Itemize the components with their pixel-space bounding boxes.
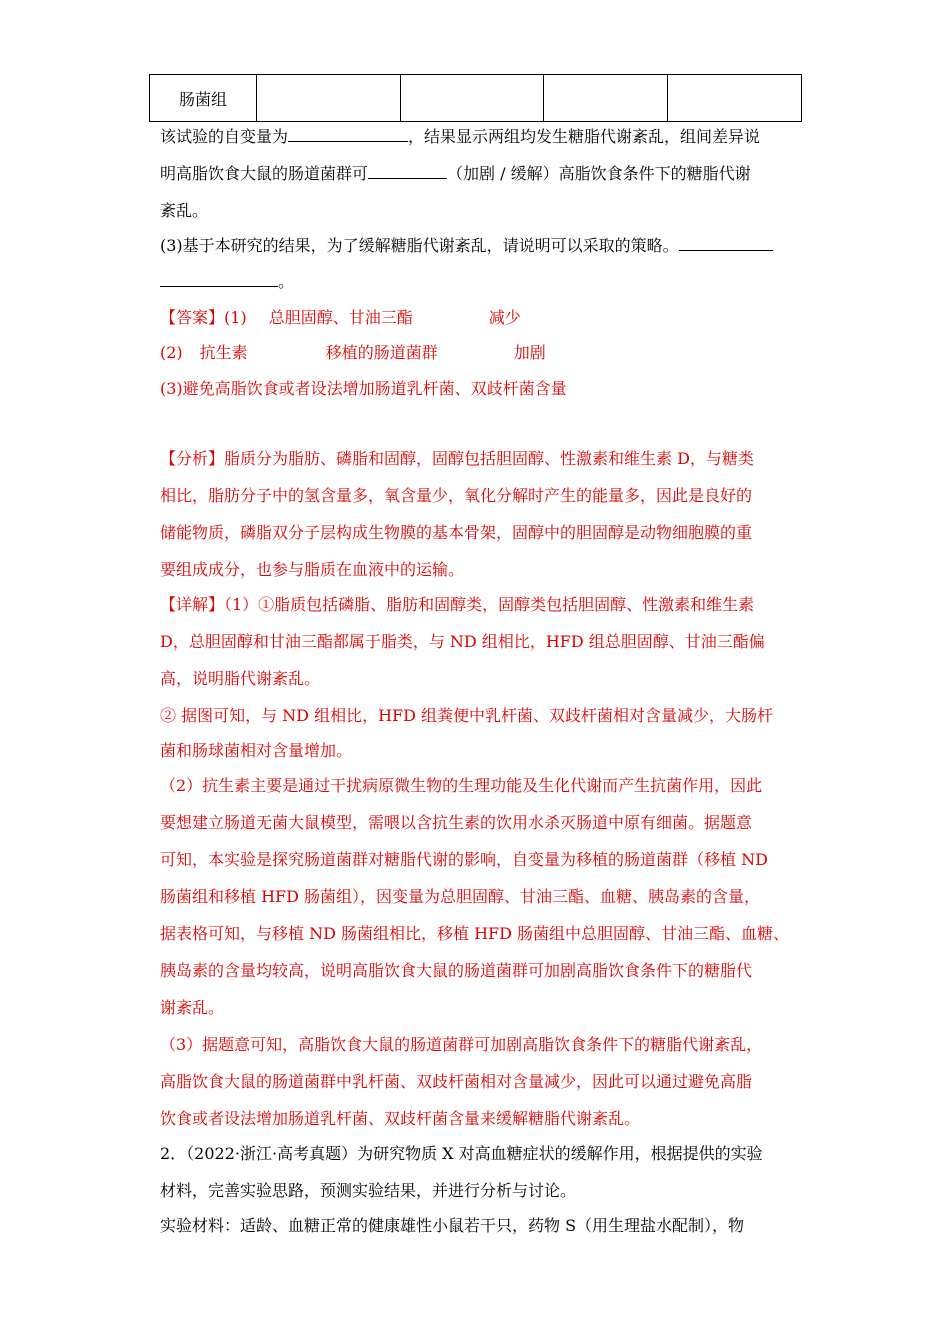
answer-blank xyxy=(288,127,408,142)
q2-line-3: 紊乱。 xyxy=(160,201,209,220)
analysis-line: 【分析】脂质分为脂肪、磷脂和固醇，固醇包括胆固醇、性激素和维生素 D，与糖类 xyxy=(160,449,754,468)
analysis-line: 储能物质，磷脂双分子层构成生物膜的基本骨架，固醇中的胆固醇是动物细胞膜的重 xyxy=(160,523,753,542)
detail-line: 高，说明脂代谢紊乱。 xyxy=(160,669,321,688)
q3-line-1: (3)基于本研究的结果，为了缓解糖脂代谢紊乱，请说明可以采取的策略。 xyxy=(160,236,773,256)
question2-line: 实验材料：适龄、血糖正常的健康雄性小鼠若干只，药物 S（用生理盐水配制），物 xyxy=(160,1216,745,1235)
detail-line: 高脂饮食大鼠的肠道菌群中乳杆菌、双歧杆菌相对含量减少，因此可以通过避免高脂 xyxy=(160,1072,753,1091)
table-cell-row-label: 肠菌组 xyxy=(150,75,257,122)
detail-line: 要想建立肠道无菌大鼠模型，需喂以含抗生素的饮用水杀灭肠道中原有细菌。据题意 xyxy=(160,813,753,832)
question2-line: 2．（2022·浙江·高考真题）为研究物质 X 对高血糖症状的缓解作用，根据提供的实验 xyxy=(160,1144,763,1163)
data-table-fragment xyxy=(149,74,802,122)
detail-line: ② 据图可知，与 ND 组相比，HFD 组粪便中乳杆菌、双歧杆菌相对含量减少，大肠杆 xyxy=(160,706,774,725)
detail-line: 【详解】（1）①脂质包括磷脂、脂肪和固醇类，固醇类包括胆固醇、性激素和维生素 xyxy=(160,595,755,614)
answer-blank xyxy=(160,272,278,287)
table-cell-empty xyxy=(668,75,802,122)
analysis-line: 相比，脂肪分子中的氢含量多，氧含量少，氧化分解时产生的能量多，因此是良好的 xyxy=(160,486,753,505)
detail-line: 胰岛素的含量均较高，说明高脂饮食大鼠的肠道菌群可加剧高脂饮食条件下的糖脂代 xyxy=(160,961,753,980)
analysis-line: 要组成成分，也参与脂质在血液中的运输。 xyxy=(160,560,465,579)
detail-line: 谢紊乱。 xyxy=(160,998,225,1017)
q3-line-2: 。 xyxy=(160,272,294,292)
detail-line: D，总胆固醇和甘油三酯都属于脂类，与 ND 组相比，HFD 组总胆固醇、甘油三酯偏 xyxy=(160,632,765,651)
answer-blank xyxy=(679,236,773,251)
q2-line-2: 明高脂饮食大鼠的肠道菌群可 （加剧 / 缓解）高脂饮食条件下的糖脂代谢 xyxy=(160,164,751,183)
detail-line: 饮食或者设法增加肠道乳杆菌、双歧杆菌含量来缓解糖脂代谢紊乱。 xyxy=(160,1109,641,1128)
answer-line-1: 【答案】(1) 总胆固醇、甘油三酯 减少 xyxy=(160,308,521,327)
answer-line-3: (3)避免高脂饮食或者设法增加肠道乳杆菌、双歧杆菌含量 xyxy=(160,379,567,398)
table-cell-empty xyxy=(401,75,544,122)
answer-line-2: (2) 抗生素 移植的肠道菌群 加剧 xyxy=(160,343,546,362)
question2-line: 材料，完善实验思路，预测实验结果，并进行分析与讨论。 xyxy=(160,1181,577,1200)
detail-line: （3）据题意可知，高脂饮食大鼠的肠道菌群可加剧高脂饮食条件下的糖脂代谢紊乱， xyxy=(160,1035,763,1054)
q2-line-1: 该试验的自变量为 ，结果显示两组均发生糖脂代谢紊乱，组间差异说 xyxy=(160,127,761,146)
detail-line: （2）抗生素主要是通过干扰病原微生物的生理功能及生化代谢而产生抗菌作用，因此 xyxy=(160,776,763,795)
detail-line: 肠菌组和移植 HFD 肠菌组），因变量为总胆固醇、甘油三酯、血糖、胰岛素的含量， xyxy=(160,887,761,906)
answer-blank xyxy=(368,164,447,179)
table-cell-empty xyxy=(544,75,668,122)
detail-line: 菌和肠球菌相对含量增加。 xyxy=(160,741,353,760)
detail-line: 据表格可知，与移植 ND 肠菌组相比，移植 HFD 肠菌组中总胆固醇、甘油三酯、血糖、 xyxy=(160,924,790,943)
table-cell-empty xyxy=(257,75,401,122)
detail-line: 可知，本实验是探究肠道菌群对糖脂代谢的影响，自变量为移植的肠道菌群（移植 ND xyxy=(160,850,768,869)
table-row xyxy=(150,75,802,122)
